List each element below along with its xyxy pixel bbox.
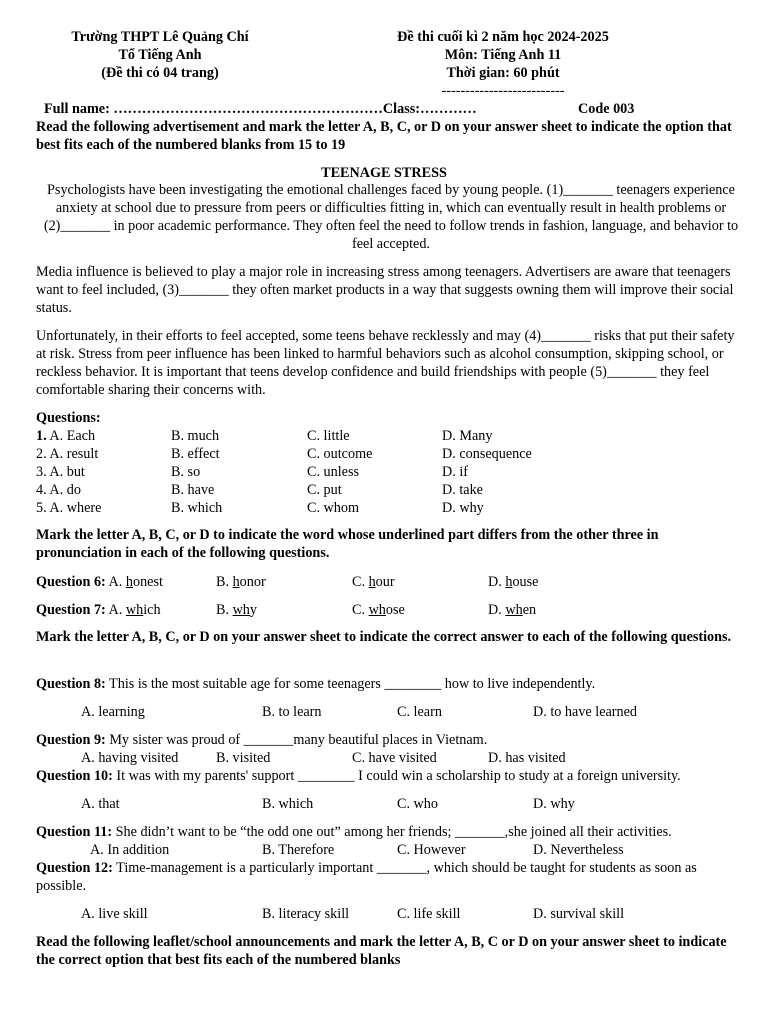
passage-paragraph-1: Psychologists have been investigating the emotional challenges faced by young people. (1)_______ teenagers experience anxiety at school due to pressure from peers or difficulties fitting in, which can eventually result in health problems or (2)_______ in poor academic performance. They often feel the need to follow trends in fashion, language, and behavior to feel accepted. [43,182,739,252]
option-d: D. if [442,464,469,480]
question-10-option-a: A. that [81,796,120,812]
list-item: 2. A. result [36,446,99,462]
question-9: Question 9: My sister was proud of _______many beautiful places in Vietnam. [36,732,488,748]
page-count: (Đề thi có 04 trang) [101,65,219,81]
exam-title: Đề thi cuối kì 2 năm học 2024-2025 [397,29,609,45]
question-9-option-d: D. has visited [488,750,566,766]
question-10-option-b: B. which [262,796,314,812]
question-12-option-d: D. survival skill [533,906,625,922]
option-b: B. have [171,482,215,498]
option-b: B. much [171,428,220,444]
option-b: B. effect [171,446,220,462]
option-b: B. which [171,500,223,516]
department: Tổ Tiếng Anh [118,47,202,63]
question-8: Question 8: This is the most suitable age for some teenagers ________ how to live independently. [36,676,596,692]
option-d: D. Many [442,428,493,444]
question-6-option-c: C. hour [352,574,395,590]
question-9-option-b: B. visited [216,750,271,766]
question-12: Question 12: Time-management is a particularly important _______, which should be taught for students as soon as possible. [36,860,697,894]
section4-instruction: Read the following leaflet/school announcements and mark the letter A, B, C or D on your answer sheet to indicate the correct option that best fits each of the numbered blanks [36,934,727,968]
question-11-option-c: C. However [397,842,466,858]
question-7-option-a: Question 7: A. which [36,602,161,618]
list-item: 1. A. Each [36,428,96,444]
student-fullname-class: Full name: …………………………………………………Class:………… [44,101,477,117]
cloze-options [36,427,736,517]
exam-code: Code 003 [578,101,635,117]
option-d: D. why [442,500,484,516]
option-c: C. put [307,482,342,498]
question-8-option-b: B. to learn [262,704,322,720]
question-11-option-a: A. In addition [90,842,170,858]
question-9-option-c: C. have visited [352,750,437,766]
question-7-option-d: D. when [488,602,537,618]
list-item: 5. A. where [36,500,102,516]
option-c: C. unless [307,464,360,480]
question-9-option-a: A. having visited [81,750,179,766]
passage-paragraph-3: Unfortunately, in their efforts to feel accepted, some teens behave recklessly and may (4)_______ risks that put their safety at risk. Stress from peer influence has been linked to harmful behaviors such as alcohol consumption, skipping school, or reckless behavior. It is important that teens develop confidence and build friendships with people (5)_______ they feel comfortable sharing their concerns with. [36,328,735,398]
school-name: Trường THPT Lê Quảng Chí [71,29,249,45]
option-d: D. consequence [442,446,532,462]
subject: Môn: Tiếng Anh 11 [444,47,562,63]
question-8-option-a: A. learning [81,704,145,720]
duration: Thời gian: 60 phút [446,65,560,81]
option-c: C. outcome [307,446,373,462]
option-c: C. little [307,428,350,444]
question-12-option-c: C. life skill [397,906,461,922]
question-12-option-a: A. live skill [81,906,148,922]
question-7-option-c: C. whose [352,602,405,618]
question-6-option-b: B. honor [216,574,266,590]
question-11-option-d: D. Nevertheless [533,842,624,858]
passage-title: TEENAGE STRESS [321,165,447,181]
question-6-option-d: D. house [488,574,539,590]
option-c: C. whom [307,500,360,516]
question-12-option-b: B. literacy skill [262,906,350,922]
question-8-option-d: D. to have learned [533,704,637,720]
option-d: D. take [442,482,483,498]
divider-dashes: -------------------------- [441,83,565,99]
question-10: Question 10: It was with my parents' support ________ I could win a scholarship to study at a foreign university. [36,768,681,784]
question-11-option-b: B. Therefore [262,842,335,858]
section1-instruction: Read the following advertisement and mark the letter A, B, C, or D on your answer sheet to indicate the option that best fits each of the numbered blanks from 15 to 19 [36,119,732,153]
question-10-option-d: D. why [533,796,575,812]
option-b: B. so [171,464,201,480]
list-item: 3. A. but [36,464,85,480]
section2-instruction: Mark the letter A, B, C, or D to indicate the word whose underlined part differs from the other three in pronunciation in each of the following questions. [36,527,659,561]
question-10-option-c: C. who [397,796,438,812]
list-item: 4. A. do [36,482,81,498]
question-6-option-a: Question 6: A. honest [36,574,163,590]
passage-paragraph-2: Media influence is believed to play a major role in increasing stress among teenagers. Advertisers are aware that teenagers want to feel included, (3)_______ they often market products in a way that suggests owning them will improve their social status. [36,264,734,316]
question-8-option-c: C. learn [397,704,442,720]
questions-label: Questions: [36,410,101,426]
question-7-option-b: B. why [216,602,257,618]
section3-instruction: Mark the letter A, B, C, or D on your answer sheet to indicate the correct answer to each of the following questions. [36,629,732,645]
question-11: Question 11: She didn’t want to be “the odd one out” among her friends; _______,she joined all their activities. [36,824,672,840]
